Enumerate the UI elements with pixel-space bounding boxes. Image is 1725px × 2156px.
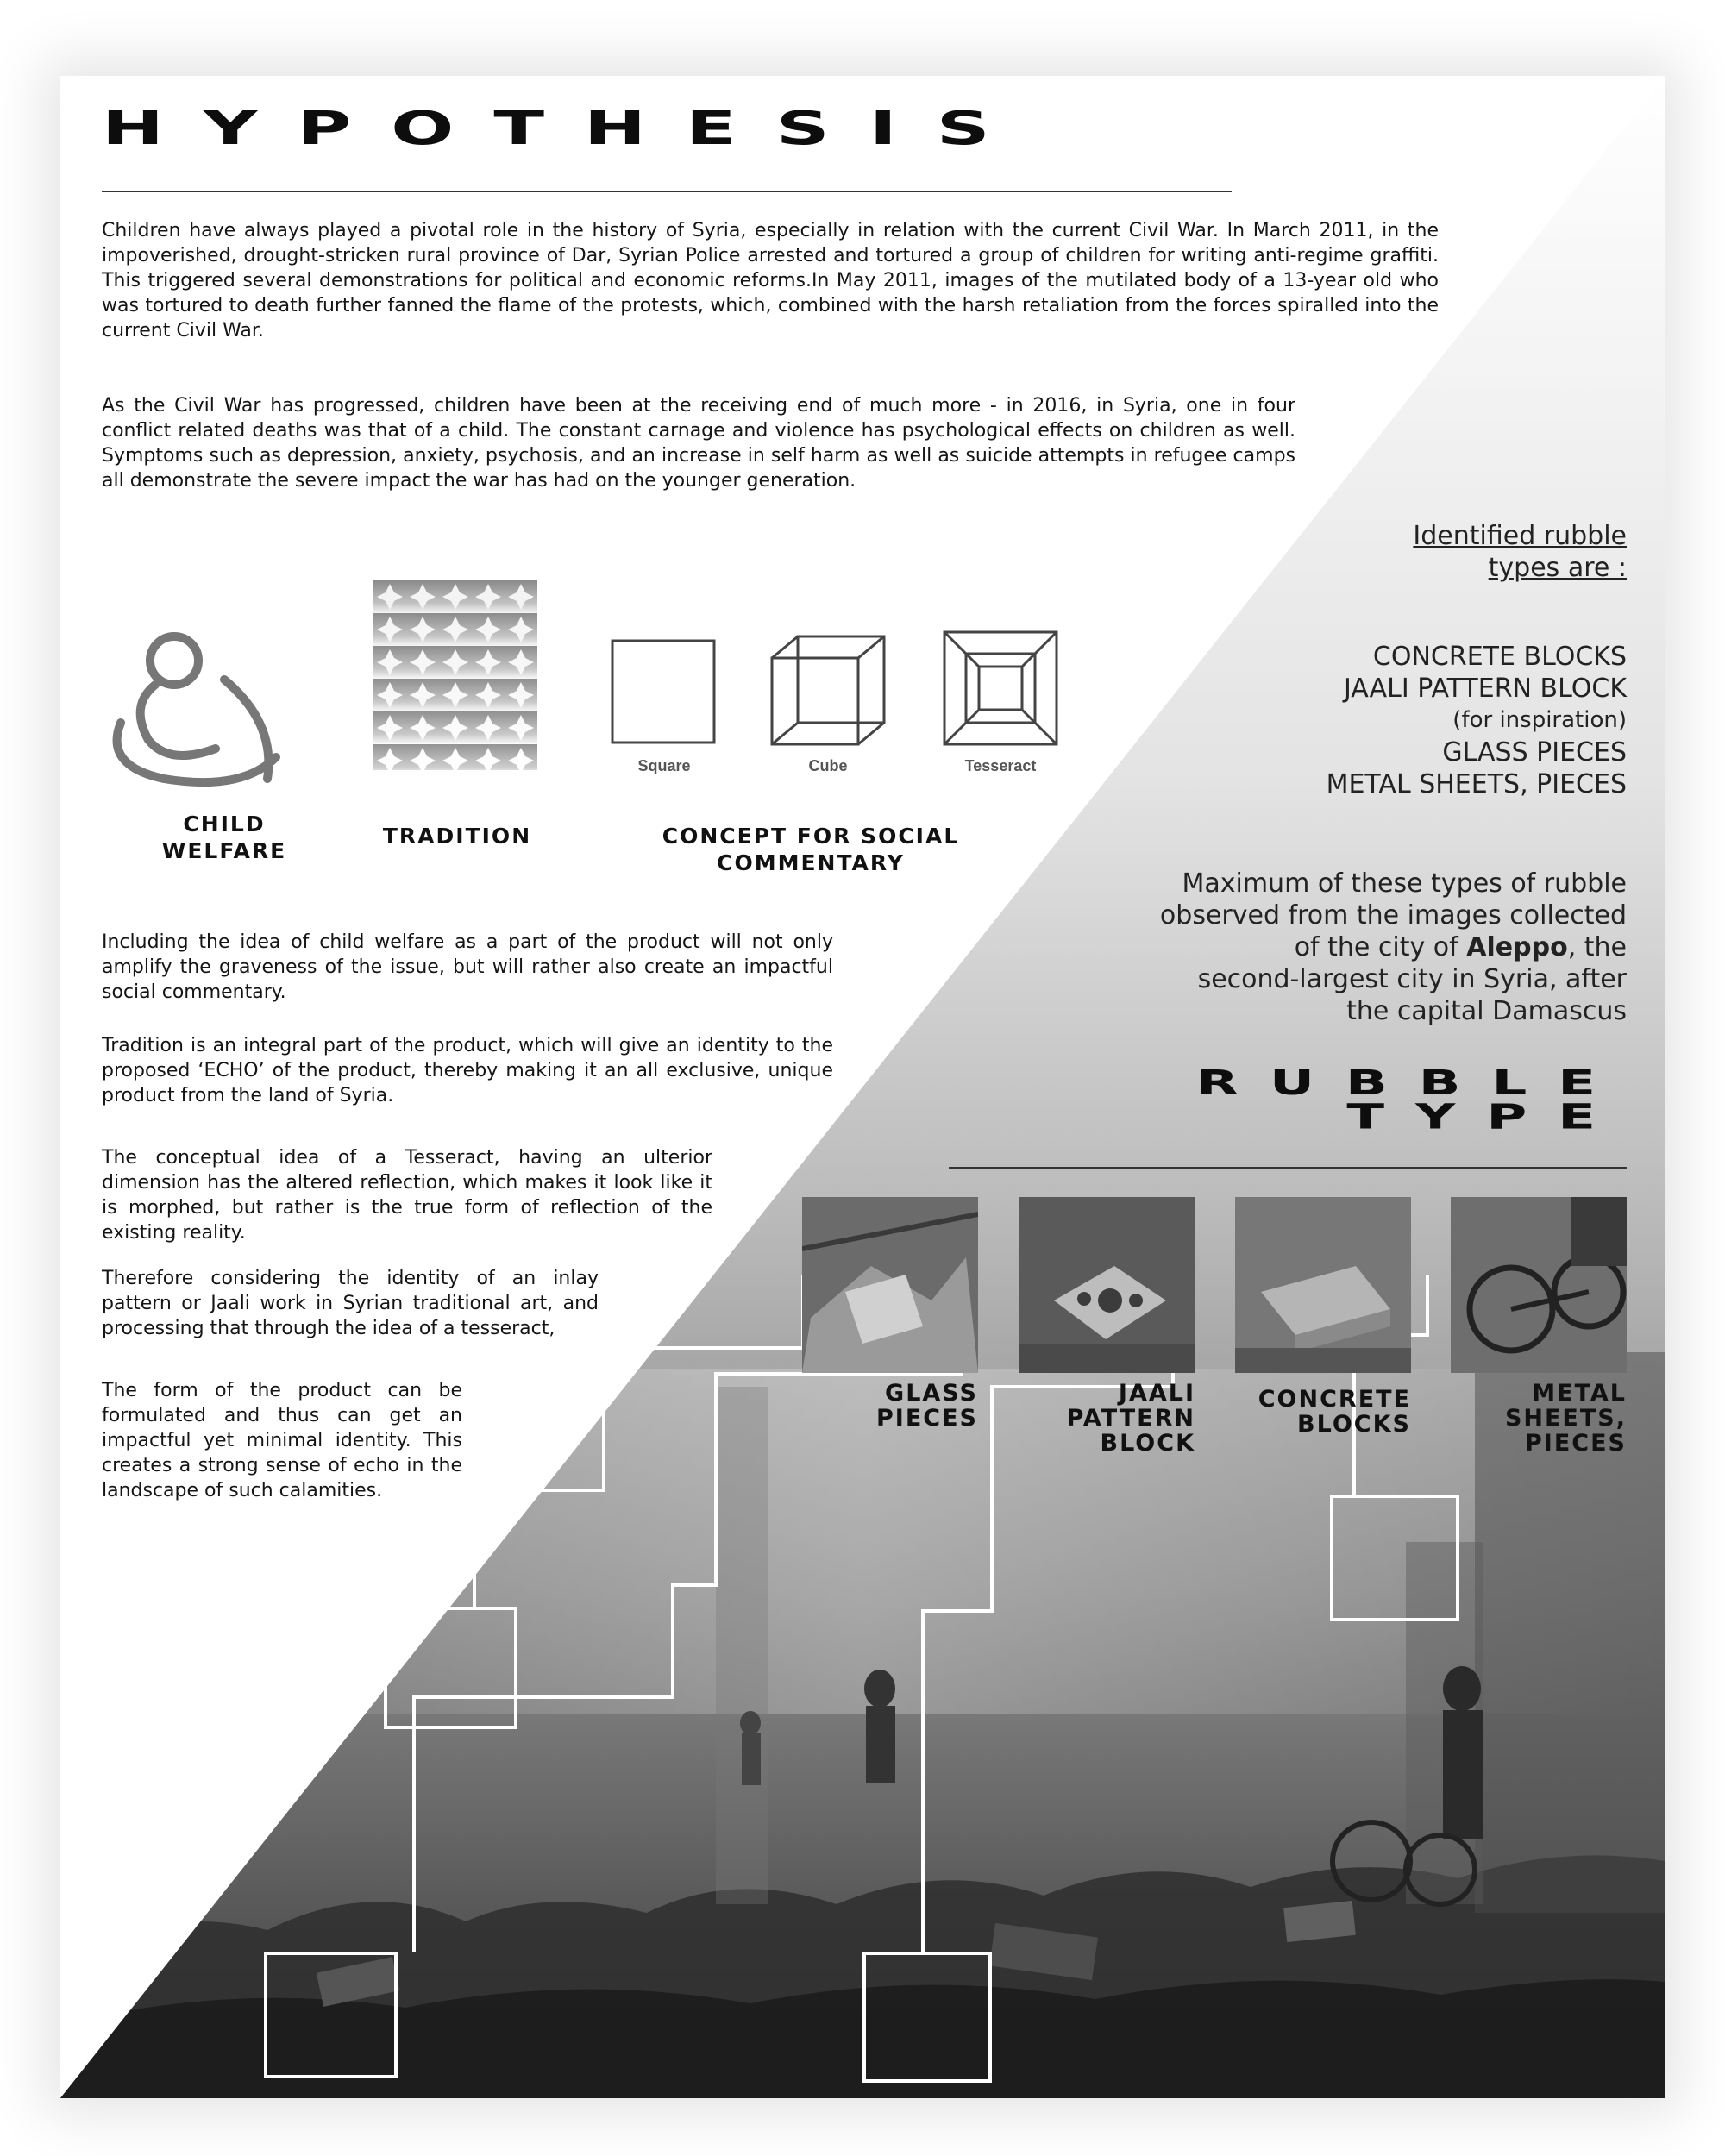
tesseract-caption: Tesseract [964,757,1037,774]
label-metal-line-2: SHEETS, [1504,1405,1627,1432]
photo-frame-concrete [862,1952,992,2083]
concrete-thumbnail-art [1235,1197,1411,1373]
label-concrete-line-1: CONCRETE [1258,1386,1411,1413]
label-jaali-pattern-block [1018,1381,1195,1456]
rubble-list-item: METAL SHEETS, PIECES [1326,769,1627,799]
label-concrete-line-2: BLOCKS [1297,1411,1411,1438]
tradition-label: TRADITION [382,824,532,849]
metal-thumbnail-art [1451,1197,1627,1373]
rubble-list-item: GLASS PIECES [1442,737,1627,768]
child-welfare-label: CHILD WELFARE [161,812,287,863]
concept-label: CONCEPT FOR SOCIAL COMMENTARY [662,824,960,875]
observed-rubble-text [1160,868,1627,1027]
identified-heading-line-2: types are : [1488,553,1627,583]
jaali-thumbnail-art [1019,1197,1195,1373]
label-metal-line-3: PIECES [1525,1430,1627,1457]
tesseract-icon [940,628,1061,749]
observed-line-3 [1160,931,1627,963]
rubble-list-item: JAALI PATTERN BLOCK [1343,674,1627,704]
observed-city: Aleppo [1466,932,1568,962]
cube-caption: Cube [808,757,848,774]
jaali-pattern-icon [373,580,537,770]
rubble-type-list [1327,641,1627,800]
photo-frame-glass [384,1607,518,1729]
label-glass-line-2: PIECES [876,1405,978,1432]
square-icon [608,636,720,749]
photo-frame-metal [1330,1495,1459,1621]
rubble-title-underline [949,1167,1627,1169]
label-glass-line-1: GLASS [885,1380,978,1407]
thumbnail-metal-sheets [1451,1197,1627,1373]
observed-line-3-pre: of the city of [1294,932,1467,962]
label-jaali-line-2: PATTERN [1066,1405,1195,1432]
body-paragraph-2: Tradition is an integral part of the product, which will give an identity to the proposed ‘ECHO’ of the product, thereby making it an all exclusive, unique product from the land of Syria. [102,1035,833,1106]
rubble-list-item: CONCRETE BLOCKS [1372,642,1627,672]
observed-line-2: observed from the images collected [1159,900,1627,931]
label-concrete-blocks [1229,1387,1411,1437]
rubble-title-line-1: RUBBLE [1195,1062,1627,1103]
body-paragraph-4: Therefore considering the identity of an inlay pattern or Jaali work in Syrian traditional art, and processing that through the idea of a tesseract, [102,1268,599,1339]
label-metal-line-1: METAL [1532,1380,1627,1407]
observed-line-4: second-largest city in Syria, after [1197,964,1627,994]
identified-heading-line-1: Identified rubble [1413,521,1627,551]
intro-paragraph-1: Children have always played a pivotal role in the history of Syria, especially in relation with the current Civil War. In March 2011, in the impoverished, drought-stricken rural province of Dar, Syrian Police arrested and tortured a group of children for writing anti-regime graffiti. This triggered several demonstrations for political and economic reforms.In May 2011, images of the mutilated body of a 13-year old who was tortured to death further fanned the flame of the protests, which, combined with the harsh retaliation from the forces spiralled into the current Civil War. [102,220,1439,342]
child-welfare-icon [95,619,302,800]
observed-line-5: the capital Damascus [1346,996,1627,1026]
poster [60,76,1665,2098]
thumbnail-glass-pieces [802,1197,978,1373]
body-paragraph-1: Including the idea of child welfare as a part of the product will not only amplify the graveness of the issue, but will rather also create an impactful social commentary. [102,931,833,1003]
page-title: HYPOTHESIS [102,102,1030,155]
rubble-title-line-2: TYPE [1346,1097,1627,1138]
observed-line-1: Maximum of these types of rubble [1182,868,1627,899]
thumbnail-concrete-blocks [1235,1197,1411,1373]
label-jaali-line-3: BLOCK [1100,1430,1195,1457]
rubble-list-item: (for inspiration) [1452,707,1627,733]
thumbnail-jaali-pattern-block [1019,1197,1195,1373]
glass-thumbnail-art [802,1197,978,1373]
square-caption: Square [637,757,691,774]
cube-icon [768,632,888,753]
label-metal-sheets [1454,1381,1627,1456]
photo-frame-jaali [264,1952,398,2078]
title-underline [102,191,1232,192]
body-paragraph-5: The form of the product can be formulated and thus can get an impactful yet minimal identity. This creates a strong sense of echo in the landscape of such calamities. [102,1380,462,1501]
rubble-type-title [1195,1062,1627,1138]
intro-paragraph-2: As the Civil War has progressed, children have been at the receiving end of much more - in 2016, in Syria, one in four conflict related deaths was that of a child. The constant carnage and violence has psychological effects on children as well. Symptoms such as depression, anxiety, psychosis, and an increase in self harm as well as suicide attempts in refugee camps all demonstrate the severe impact the war has had on the younger generation. [102,395,1295,492]
body-paragraph-3: The conceptual idea of a Tesseract, having an ulterior dimension has the altered reflection, which makes it look like it is morphed, but rather is the true form of reflection of the existing reality. [102,1147,712,1244]
label-glass-pieces [837,1381,978,1431]
label-jaali-line-1: JAALI [1118,1380,1195,1407]
observed-line-3-post: , the [1567,932,1627,962]
identified-rubble-heading [1413,520,1627,584]
